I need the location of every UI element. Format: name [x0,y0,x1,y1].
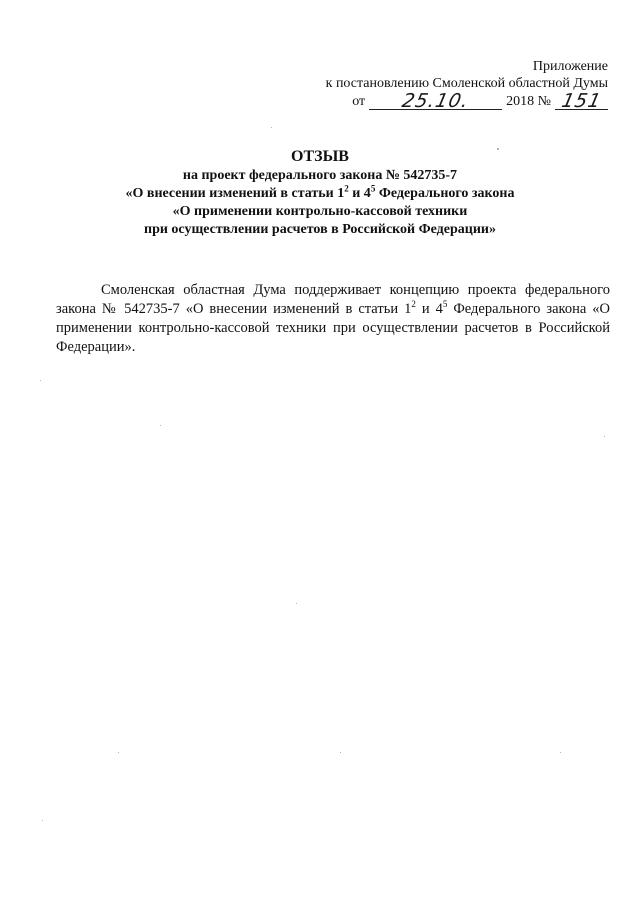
appendix-date-line [278,90,608,112]
title-line-3: «О применении контрольно-кассовой техники [172,204,468,219]
scan-speck [560,752,561,753]
title-heading: ОТЗЫВ [291,148,349,165]
handwritten-date: 25.10. [400,90,472,112]
year-number-label: 2018 № [506,94,551,109]
scan-speck [497,148,499,150]
appendix-label: Приложение [532,59,608,74]
date-prefix: от [352,94,366,109]
appendix-header [278,58,608,110]
scan-speck [271,127,272,128]
scan-speck [340,752,341,753]
scan-speck [160,425,161,426]
body-paragraph: Смоленская областная Дума поддерживает концепцию проекта федерального закона № 542735-7 «О внесении изменений в статьи $1^2$ и $4^5$ Федерального закона «О применении контрольно-кассовой техники при осуществлении расчетов в Российской Федерации». [56,281,610,355]
appendix-resolution-ref: к постановлению Смоленской областной Думы [325,76,608,91]
document-title [0,146,640,239]
handwritten-number: 151 [559,90,604,112]
scan-speck [604,436,605,437]
title-line-4: при осуществлении расчетов в Российской Федерации» [144,222,496,237]
date-field [369,90,502,112]
title-line-1: на проект федерального закона № 542735-7 [182,168,458,183]
scan-speck [42,820,43,821]
scan-speck [40,380,41,381]
number-field [555,90,608,112]
scan-speck [296,603,297,604]
title-line-2: «О внесении изменений в статьи $1^2$ и $4^5$ Федерального закона [125,183,515,201]
scan-speck [118,752,119,753]
